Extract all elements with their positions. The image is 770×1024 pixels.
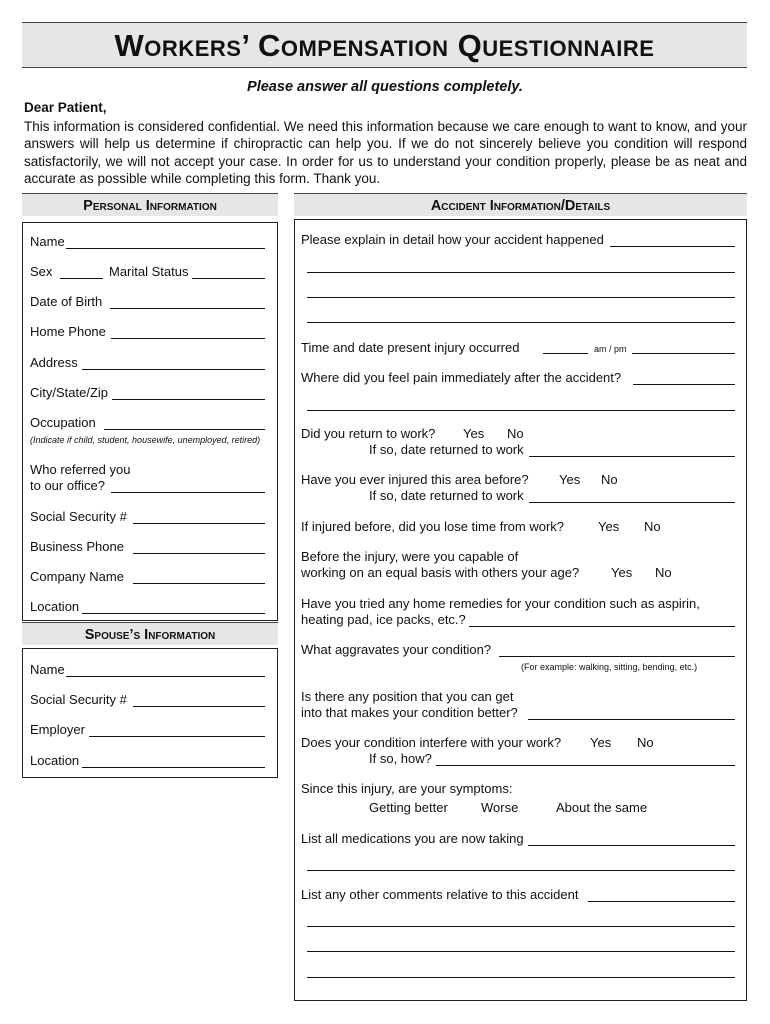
capable-yes[interactable]: Yes: [611, 565, 633, 580]
interfere-yes[interactable]: Yes: [590, 735, 612, 750]
position-field[interactable]: [528, 719, 735, 720]
occupation-note: (Indicate if child, student, housewife, unemployed, retired): [30, 435, 261, 445]
spouse-location-label: Location: [30, 753, 80, 768]
marital-status-label: Marital Status: [109, 264, 189, 279]
how-happened-line-3[interactable]: [307, 297, 735, 298]
injured-before-no[interactable]: No: [601, 472, 618, 487]
symptoms-label: Since this injury, are your symptoms:: [301, 781, 513, 796]
city-state-zip-field[interactable]: [112, 399, 265, 400]
am-pm-label[interactable]: am / pm: [594, 344, 627, 354]
lose-time-no[interactable]: No: [644, 519, 661, 534]
company-name-field[interactable]: [133, 583, 265, 584]
city-state-zip-label: City/State/Zip: [30, 385, 109, 400]
symptoms-about-same[interactable]: About the same: [556, 800, 648, 815]
occupation-label: Occupation: [30, 415, 96, 430]
position-label-2: into that makes your condition better?: [301, 705, 518, 720]
occupation-field[interactable]: [104, 429, 265, 430]
aggravates-label: What aggravates your condition?: [301, 642, 492, 657]
how-happened-line-2[interactable]: [307, 272, 735, 273]
title-band: [22, 22, 747, 68]
if-so-how-label: If so, how?: [369, 751, 432, 766]
referred-field[interactable]: [111, 492, 265, 493]
business-phone-field[interactable]: [133, 553, 265, 554]
capable-label-2: working on an equal basis with others your age?: [301, 565, 580, 580]
sex-label: Sex: [30, 264, 53, 279]
spouse-employer-label: Employer: [30, 722, 85, 737]
remedies-label-1: Have you tried any home remedies for your condition such as aspirin,: [301, 596, 700, 611]
aggravates-field[interactable]: [499, 656, 735, 657]
spouse-name-label: Name: [30, 662, 65, 677]
prior-return-date-label: If so, date returned to work: [369, 488, 524, 503]
remedies-field[interactable]: [469, 626, 735, 627]
spouse-name-field[interactable]: [66, 676, 265, 677]
medications-label: List all medications you are now taking: [301, 831, 524, 846]
name-field[interactable]: [66, 248, 265, 249]
return-date-field[interactable]: [529, 456, 735, 457]
capable-label-1: Before the injury, were you capable of: [301, 549, 519, 564]
how-happened-line-4[interactable]: [307, 322, 735, 323]
remedies-label-2: heating pad, ice packs, etc.?: [301, 612, 466, 627]
referred-label-2: to our office?: [30, 478, 105, 493]
subtitle: Please answer all questions completely.: [247, 79, 523, 95]
home-phone-field[interactable]: [111, 338, 265, 339]
aggravates-note: (For example: walking, sitting, bending, etc.): [521, 662, 698, 672]
capable-no[interactable]: No: [655, 565, 672, 580]
spouse-location-field[interactable]: [82, 767, 265, 768]
comments-line-3[interactable]: [307, 951, 735, 952]
time-date-label: Time and date present injury occurred: [301, 340, 520, 355]
lose-time-label: If injured before, did you lose time from work?: [301, 519, 565, 534]
comments-field[interactable]: [588, 901, 735, 902]
symptoms-worse[interactable]: Worse: [481, 800, 519, 815]
comments-line-2[interactable]: [307, 926, 735, 927]
how-happened-field[interactable]: [610, 246, 735, 247]
personal-info-heading: Personal Information: [22, 193, 278, 216]
company-name-label: Company Name: [30, 569, 124, 584]
spouse-employer-field[interactable]: [89, 736, 265, 737]
injury-date-field[interactable]: [632, 353, 735, 354]
how-happened-label: Please explain in detail how your accident happened: [301, 232, 604, 247]
page-title: Workers’ Compensation Questionnaire: [114, 28, 655, 63]
lose-time-yes[interactable]: Yes: [598, 519, 620, 534]
location-label: Location: [30, 599, 80, 614]
home-phone-label: Home Phone: [30, 324, 106, 339]
comments-line-4[interactable]: [307, 977, 735, 978]
medications-field[interactable]: [528, 845, 735, 846]
salutation: Dear Patient,: [24, 100, 107, 115]
return-work-no[interactable]: No: [507, 426, 524, 441]
marital-status-field[interactable]: [192, 278, 265, 279]
prior-return-date-field[interactable]: [529, 502, 735, 503]
ssn-label: Social Security #: [30, 509, 127, 524]
spouse-info-heading: Spouse’s Information: [22, 622, 278, 645]
business-phone-label: Business Phone: [30, 539, 124, 554]
interfere-label: Does your condition interfere with your work?: [301, 735, 562, 750]
accident-info-heading: Accident Information/Details: [294, 193, 747, 216]
name-label: Name: [30, 234, 65, 249]
intro-paragraph: This information is considered confidential. We need this information because we care enough to want to know, and your answers will help us determine if chiropractic can help you. If we do not sincerely believe you condition will respond satisfactorily, we will not accept your case. In order for us to understand your condition properly, please be as neat and accurate as possible while completing this form. Thank you.: [24, 119, 747, 187]
spouse-ssn-field[interactable]: [133, 706, 265, 707]
referred-label-1: Who referred you: [30, 462, 131, 477]
address-field[interactable]: [82, 369, 265, 370]
comments-label: List any other comments relative to this accident: [301, 887, 579, 902]
injury-time-field[interactable]: [543, 353, 588, 354]
position-label-1: Is there any position that you can get: [301, 689, 514, 704]
injured-before-label: Have you ever injured this area before?: [301, 472, 529, 487]
medications-line-2[interactable]: [307, 870, 735, 871]
return-work-yes[interactable]: Yes: [463, 426, 485, 441]
spouse-ssn-label: Social Security #: [30, 692, 127, 707]
interfere-no[interactable]: No: [637, 735, 654, 750]
injured-before-yes[interactable]: Yes: [559, 472, 581, 487]
dob-field[interactable]: [110, 308, 265, 309]
sex-field[interactable]: [60, 278, 103, 279]
where-pain-line-2[interactable]: [307, 410, 735, 411]
return-work-label: Did you return to work?: [301, 426, 436, 441]
where-pain-label: Where did you feel pain immediately after the accident?: [301, 370, 622, 385]
symptoms-getting-better[interactable]: Getting better: [369, 800, 448, 815]
where-pain-field[interactable]: [633, 384, 735, 385]
if-so-how-field[interactable]: [436, 765, 735, 766]
address-label: Address: [30, 355, 78, 370]
return-date-label: If so, date returned to work: [369, 442, 524, 457]
location-field[interactable]: [82, 613, 265, 614]
ssn-field[interactable]: [133, 523, 265, 524]
dob-label: Date of Birth: [30, 294, 103, 309]
